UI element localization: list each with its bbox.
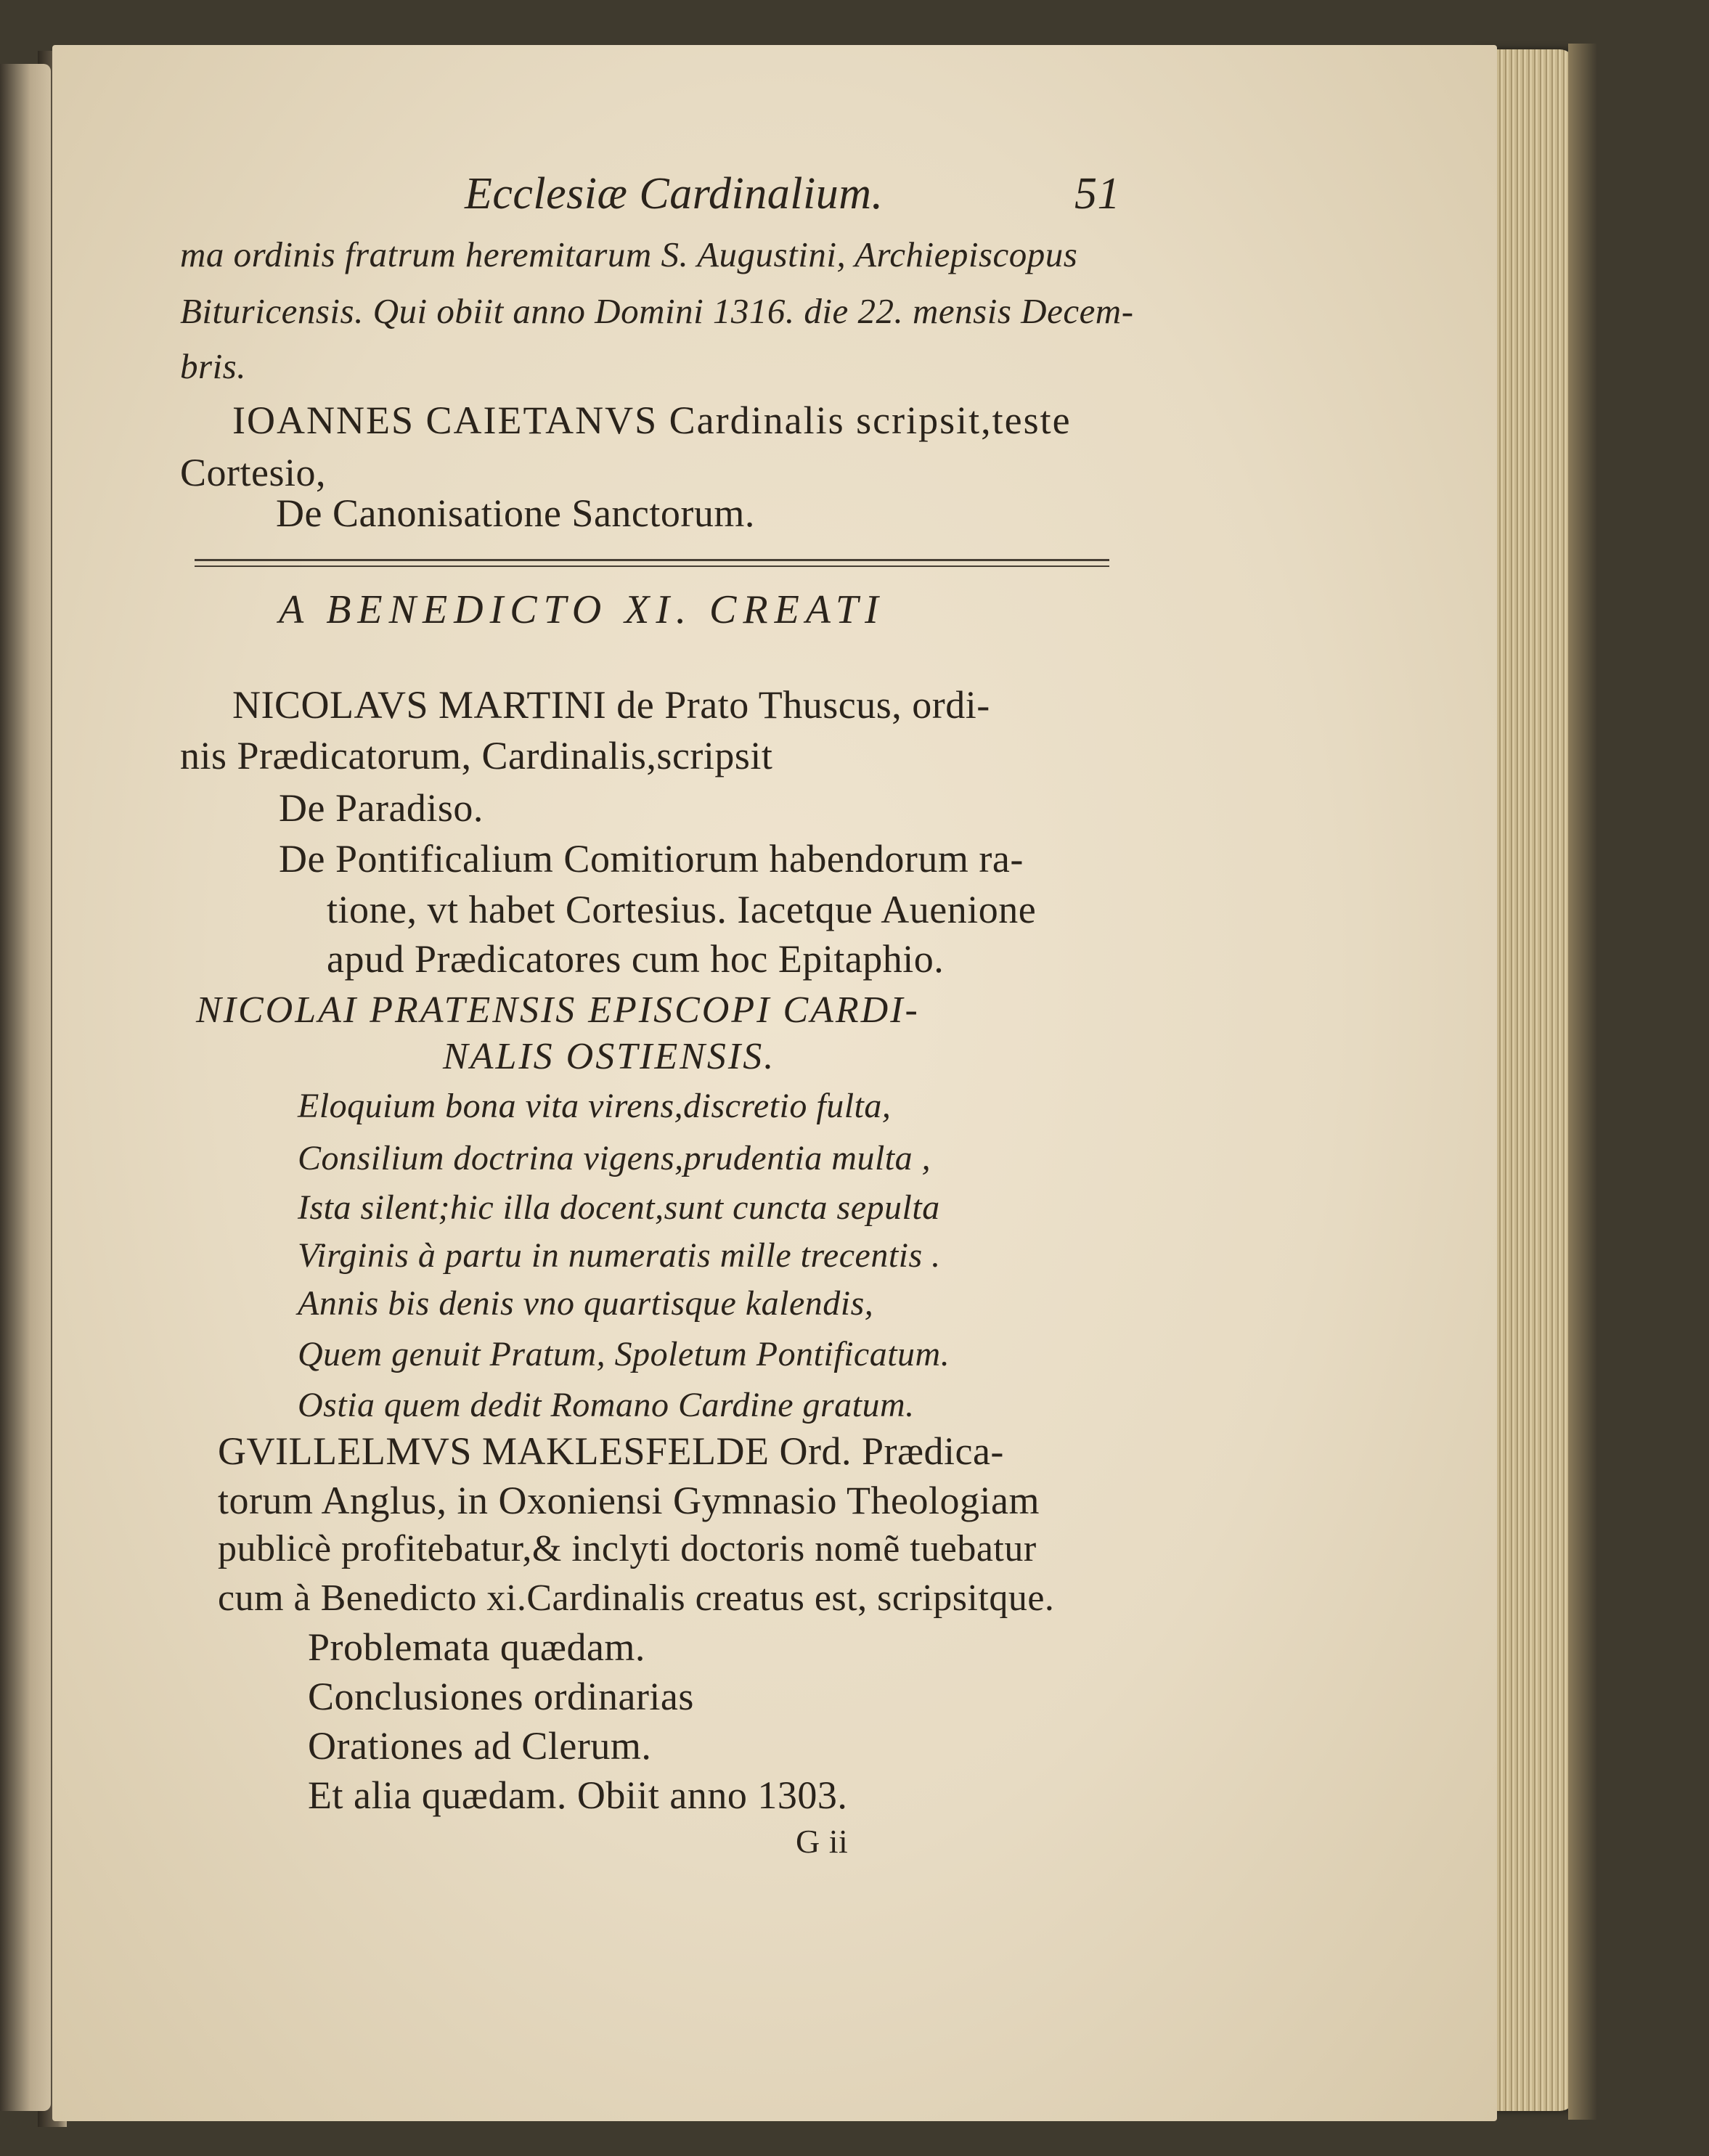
text-line: Orationes ad Clerum.: [308, 1724, 652, 1768]
epitaph-line: Annis bis denis vno quartisque kalendis,: [298, 1284, 874, 1323]
text-line: NICOLAVS MARTINI de Prato Thuscus, ordi-: [232, 683, 990, 727]
text-line: Conclusiones ordinarias: [308, 1675, 694, 1718]
epitaph-line: Quem genuit Pratum, Spoletum Pontificatum.: [298, 1335, 950, 1373]
section-rule: [195, 559, 1109, 567]
epitaph-line: Eloquium bona vita virens,discretio fulta,: [298, 1087, 892, 1125]
epitaph-line: Ista silent;hic illa docent,sunt cuncta sepulta: [298, 1188, 940, 1227]
text-line: De Canonisatione Sanctorum.: [276, 491, 755, 535]
text-line: Cortesio,: [180, 451, 326, 494]
text-line: IOANNES CAIETANVS Cardinalis scripsit,teste: [232, 399, 1072, 442]
text-line: tione, vt habet Cortesius. Iacetque Auenione: [327, 888, 1037, 931]
page-number: 51: [1074, 169, 1120, 219]
epitaph-title: NICOLAI PRATENSIS EPISCOPI CARDI-: [196, 989, 920, 1031]
text-line: bris.: [180, 346, 247, 386]
text-line: publicè profitebatur,& inclyti doctoris nomẽ tuebatur: [218, 1528, 1037, 1569]
text-line: Et alia quædam. Obiit anno 1303.: [308, 1773, 848, 1817]
epitaph-line: Ostia quem dedit Romano Cardine gratum.: [298, 1386, 915, 1424]
epitaph-line: Virginis à partu in numeratis mille trecentis .: [298, 1236, 941, 1275]
text-line: De Pontificalium Comitiorum habendorum ra-: [279, 837, 1024, 881]
text-line: apud Prædicatores cum hoc Epitaphio.: [327, 937, 945, 981]
text-line: ma ordinis fratrum heremitarum S. Augustini, Archiepiscopus: [180, 234, 1078, 274]
text-line: De Paradiso.: [279, 786, 484, 830]
epitaph-line: Consilium doctrina vigens,prudentia multa ,: [298, 1139, 931, 1177]
text-line: GVILLELMVS MAKLESFELDE Ord. Prædica-: [218, 1429, 1004, 1473]
text-line: Bituricensis. Qui obiit anno Domini 1316. die 22. mensis Decem-: [180, 291, 1134, 331]
text-line: nis Prædicatorum, Cardinalis,scripsit: [180, 734, 773, 777]
running-head: Ecclesiæ Cardinalium.: [465, 169, 884, 219]
text-line: torum Anglus, in Oxoniensi Gymnasio Theologiam: [218, 1479, 1040, 1522]
text-line: cum à Benedicto xi.Cardinalis creatus est, scripsitque.: [218, 1577, 1055, 1619]
text-line: Problemata quædam.: [308, 1625, 645, 1669]
section-heading: A BENEDICTO XI. CREATI: [279, 587, 885, 632]
epitaph-title: NALIS OSTIENSIS.: [443, 1036, 776, 1077]
signature-mark: G ii: [796, 1823, 849, 1860]
